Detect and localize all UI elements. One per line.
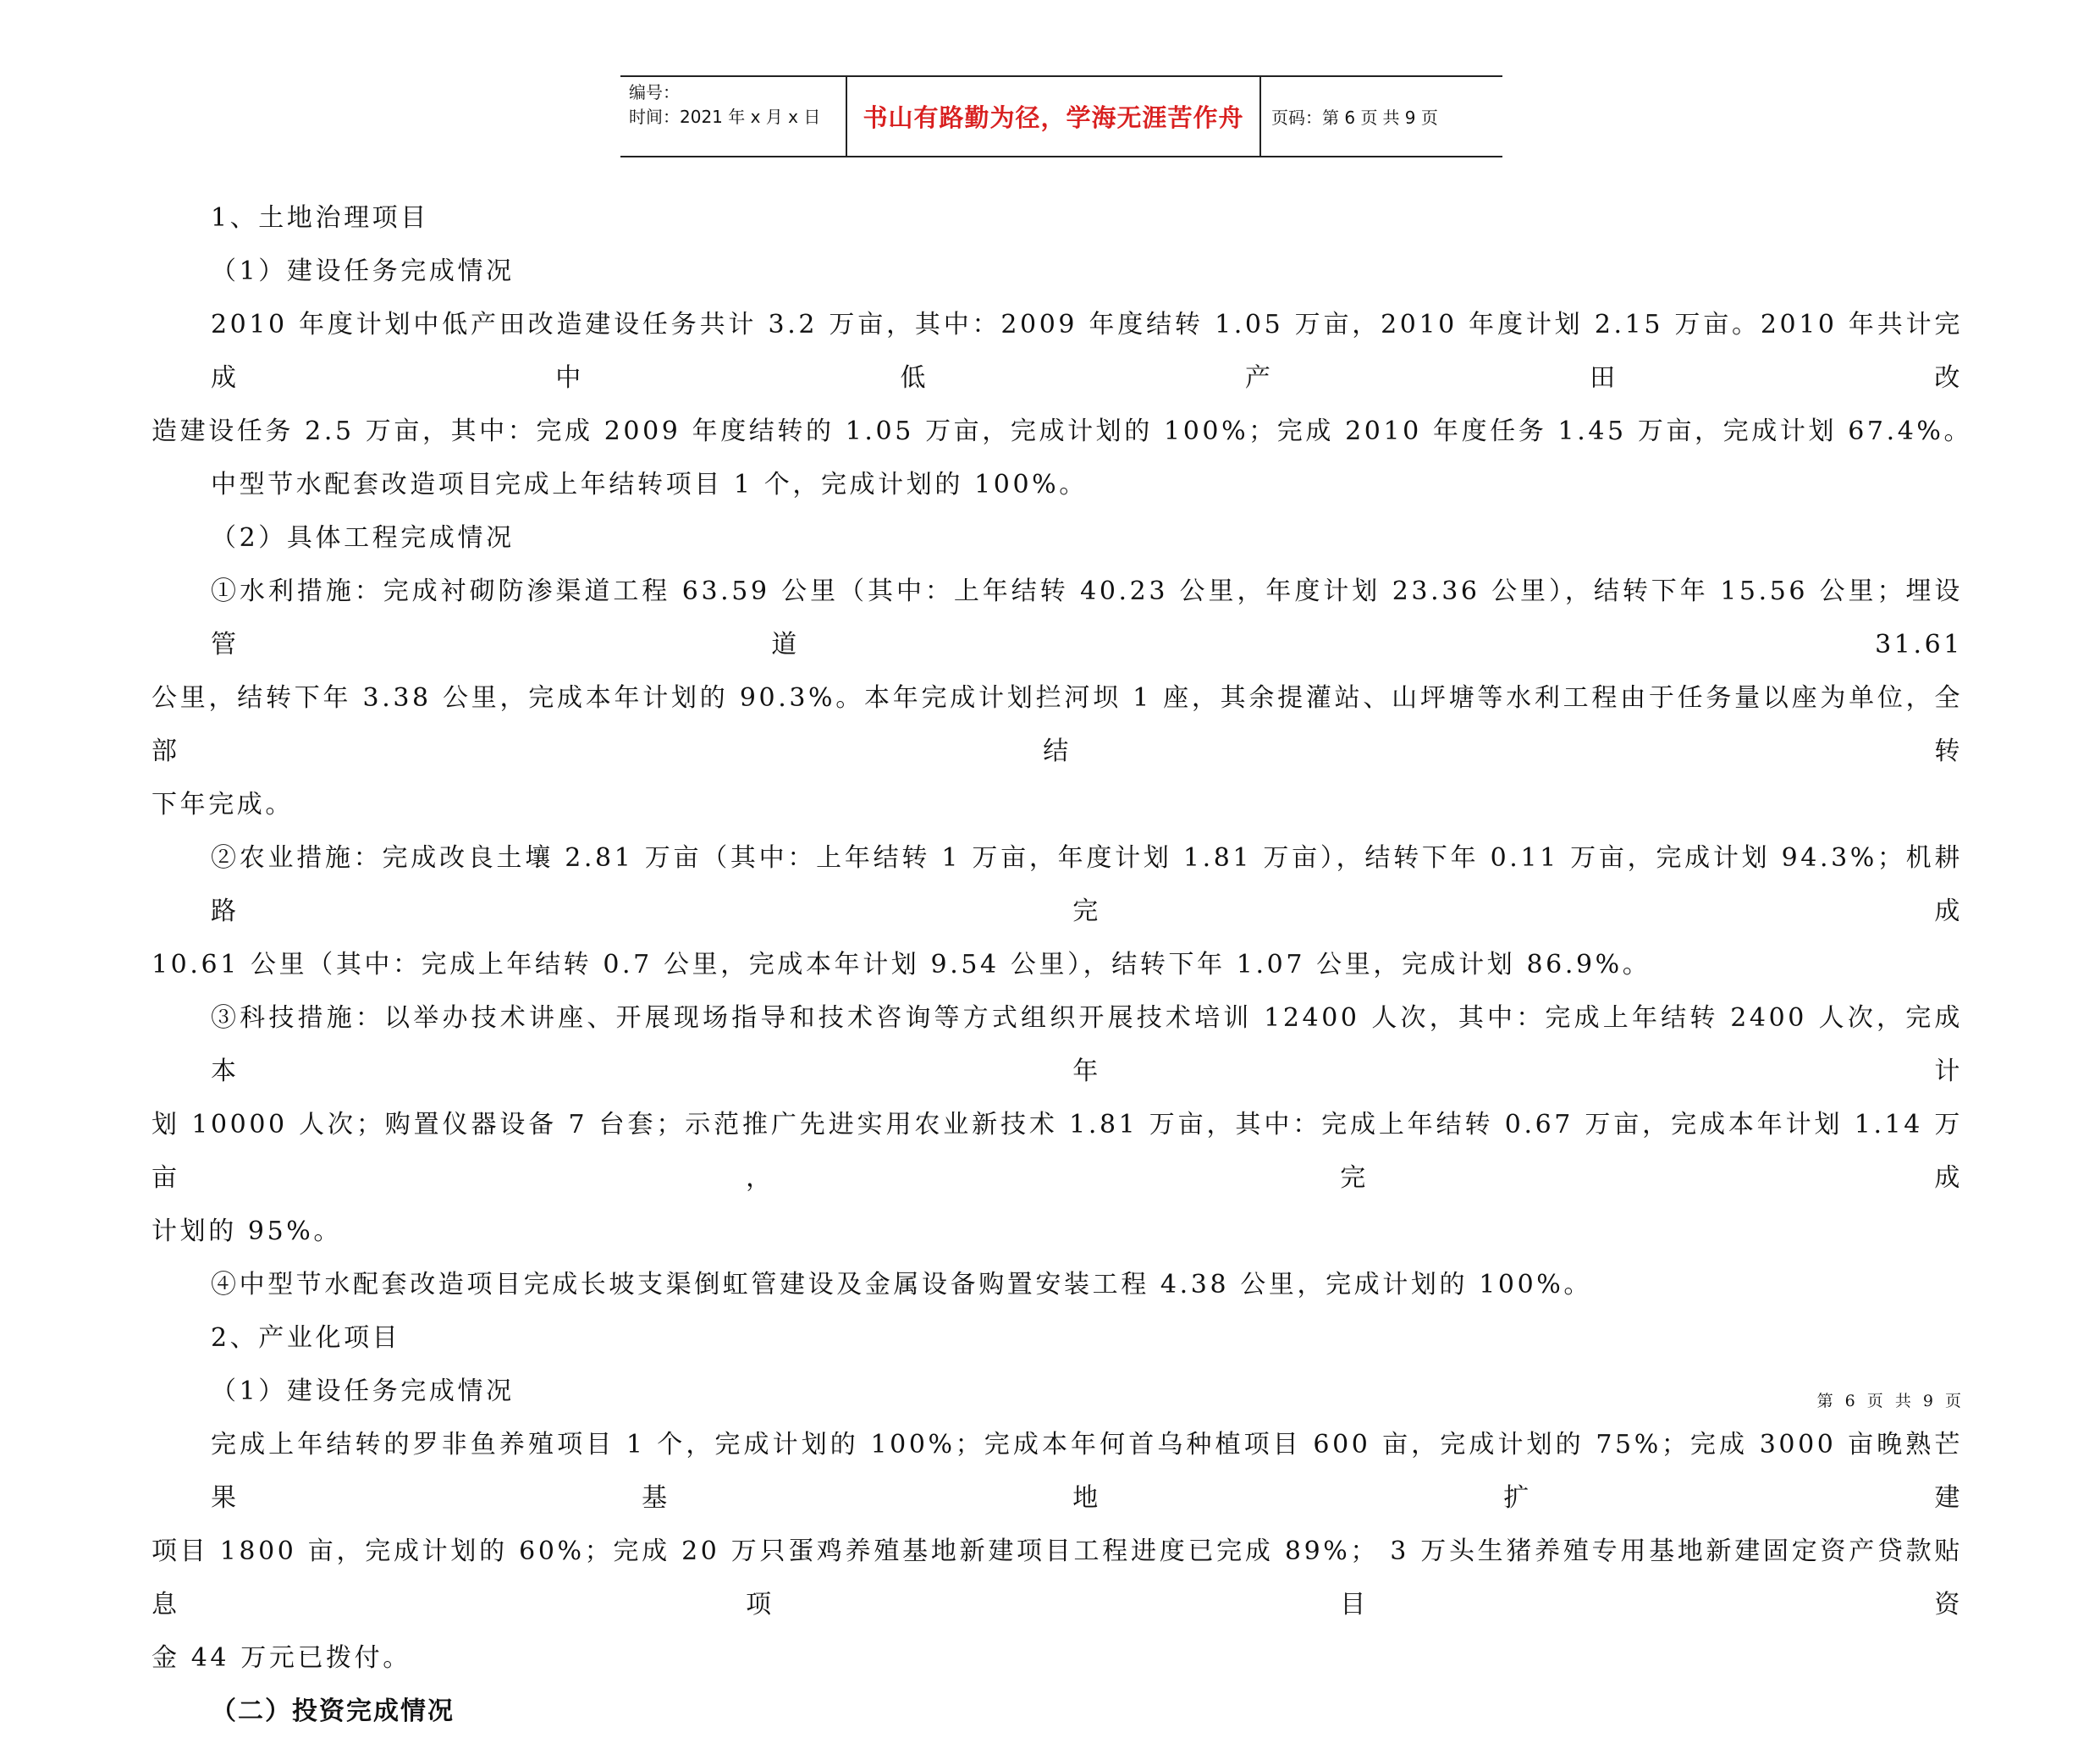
paragraph-line: 公里，结转下年 3.38 公里，完成本年计划的 90.3%。本年完成计划拦河坝 1 座，其余提灌站、山坪塘等水利工程由于任务量以座为单位，全部结转 xyxy=(152,683,1963,766)
header-page-info xyxy=(1261,77,1502,156)
document-body xyxy=(152,191,1973,1738)
header-page-total: 共 9 页 xyxy=(1382,108,1438,128)
paragraph-line: ④中型节水配套改造项目完成长坡支渠倒虹管建设及金属设备购置安装工程 4.38 公里，完成计划的 100%。 xyxy=(211,1270,1592,1299)
paragraph-line: 划 10000 人次；购置仪器设备 7 台套；示范推广先进实用农业新技术 1.81 万亩，其中：完成上年结转 0.67 万亩，完成本年计划 1.14 万亩，完成 xyxy=(152,1110,1963,1193)
paragraph-line: ①水利措施：完成衬砌防渗渠道工程 63.59 公里（其中：上年结转 40.23 公里，年度计划 23.36 公里），结转下年 15.56 公里；埋设管道 31.61 xyxy=(211,577,1963,659)
paragraph-line: 计划的 95%。 xyxy=(152,1217,343,1246)
paragraph-line: 造建设任务 2.5 万亩，其中：完成 2009 年度结转的 1.05 万亩，完成计划的 100%；完成 2010 年度任务 1.45 万亩，完成计划 67.4%。 xyxy=(152,417,1973,446)
subsection-heading: （1）建设任务完成情况 xyxy=(211,1377,515,1406)
paragraph-line: 中型节水配套改造项目完成上年结转项目 1 个，完成计划的 100%。 xyxy=(211,470,1088,499)
header-meta xyxy=(620,77,846,156)
paragraph-line: 金 44 万元已拨付。 xyxy=(152,1643,411,1673)
section-heading: 2、产业化项目 xyxy=(211,1323,401,1353)
paragraph-line: ②农业措施：完成改良土壤 2.81 万亩（其中：上年结转 1 万亩，年度计划 1.81 万亩），结转下年 0.11 万亩，完成计划 94.3%；机耕路完成 xyxy=(211,843,1963,926)
section-heading: 1、土地治理项目 xyxy=(211,203,429,233)
subsection-heading: （1）建设任务完成情况 xyxy=(211,257,515,286)
paragraph-line: 下年完成。 xyxy=(152,790,294,819)
page-footer: 第 6 页 共 9 页 xyxy=(1816,1392,1965,1410)
chapter-heading: （二）投资完成情况 xyxy=(211,1697,455,1726)
document-time-label: 时间：2021 年 x 月 x 日 xyxy=(629,107,821,127)
paragraph-line: 项目 1800 亩，完成计划的 60%；完成 20 万只蛋鸡养殖基地新建项目工程进度已完成 89%； 3 万头生猪养殖专用基地新建固定资产贷款贴息项目资 xyxy=(152,1537,1963,1619)
document-header xyxy=(620,75,1502,157)
header-motto: 书山有路勤为径，学海无涯苦作舟 xyxy=(846,77,1261,156)
paragraph-line: ③科技措施：以举办技术讲座、开展现场指导和技术咨询等方式组织开展技术培训 12400 人次，其中：完成上年结转 2400 人次，完成本年计 xyxy=(211,1003,1963,1086)
paragraph-line: 完成上年结转的罗非鱼养殖项目 1 个，完成计划的 100%；完成本年何首乌种植项目 600 亩，完成计划的 75%；完成 3000 亩晚熟芒果基地扩建 xyxy=(211,1430,1963,1513)
header-page-number: 页码：第 6 页 xyxy=(1271,108,1378,128)
paragraph-line: 10.61 公里（其中：完成上年结转 0.7 公里，完成本年计划 9.54 公里），结转下年 1.07 公里，完成计划 86.9%。 xyxy=(152,950,1651,979)
document-number-label: 编号： xyxy=(629,82,680,102)
subsection-heading: （2）具体工程完成情况 xyxy=(211,523,515,553)
paragraph-line: 2010 年度计划中低产田改造建设任务共计 3.2 万亩，其中：2009 年度结转 1.05 万亩，2010 年度计划 2.15 万亩。2010 年共计完成中低产田改 xyxy=(211,310,1963,393)
